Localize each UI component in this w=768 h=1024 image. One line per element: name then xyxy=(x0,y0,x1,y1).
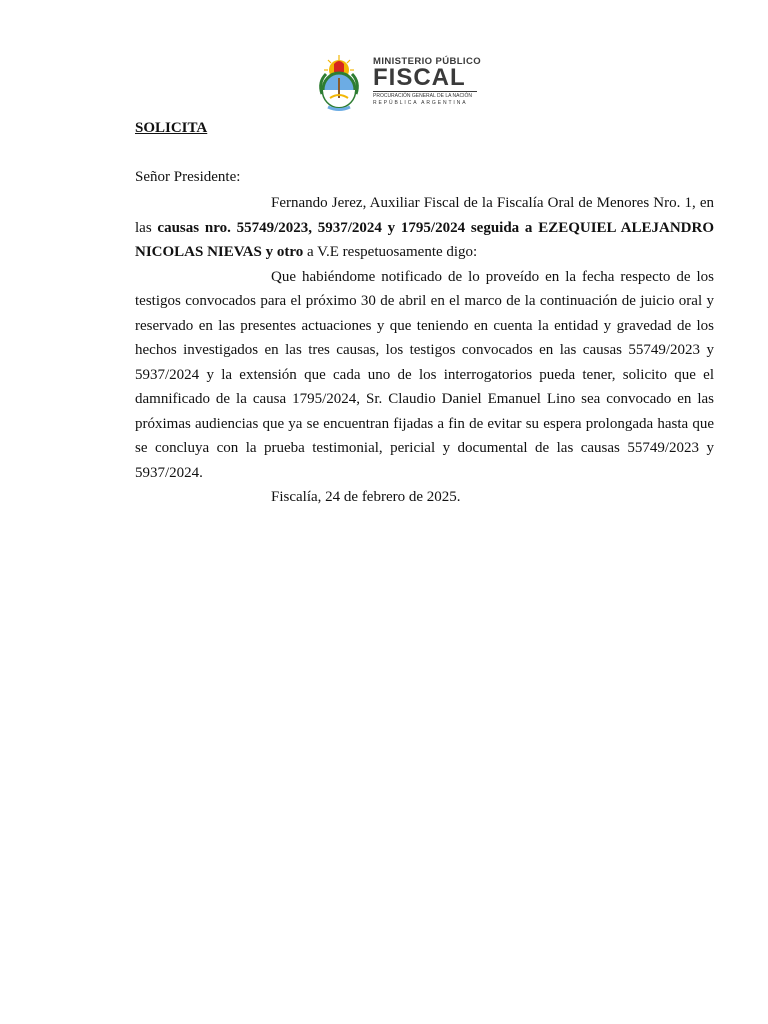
paragraph-2: Que habiéndome notificado de lo proveído en la fecha respecto de los testigos convocados para el próximo 30 de abril en el marco de la continuación de juicio oral y reservado en las presentes actuaciones y que teniendo en cuenta la entidad y gravedad de los hechos investigados en las tres causas, los testigos convocados en las causas 55749/2023 y 5937/2024 y la extensión que cada uno de los interrogatorios pueda tener, solicito que el damnificado de la causa 1795/2024, Sr. Claudio Daniel Emanuel Lino sea convocado en las próximas audiencias que ya se encuentran fijadas a fin de evitar su espera prolongada hasta que se concluya con la prueba testimonial, pericial y documental de las causas 55749/2023 y 5937/2024. xyxy=(135,268,714,481)
paragraph-1 xyxy=(135,191,714,265)
fiscal-label: FISCAL xyxy=(373,64,466,91)
document-body xyxy=(135,191,714,510)
institution-name xyxy=(373,56,481,106)
coat-of-arms-icon xyxy=(314,52,364,112)
document-date: Fiscalía, 24 de febrero de 2025. xyxy=(271,489,461,505)
paragraph-1-closing: a V.E respetuosamente digo: xyxy=(303,244,478,260)
paragraph-1-intro: Fernando Jerez, Auxiliar Fiscal de la Fiscalía Oral de Menores Nro. 1, en las xyxy=(135,195,714,236)
greeting: Señor Presidente: xyxy=(135,169,241,185)
document-title: SOLICITA xyxy=(135,120,208,136)
letterhead xyxy=(314,50,484,114)
procuracion-label: PROCURACIÓN GENERAL DE LA NACIÓN xyxy=(373,93,473,99)
divider xyxy=(373,91,477,92)
republica-label: REPÚBLICA ARGENTINA xyxy=(373,100,468,106)
paragraph-1-cases: causas nro. 55749/2023, 5937/2024 y 1795/2024 seguida a EZEQUIEL ALEJANDRO NICOLAS NIEVAS y otro xyxy=(135,219,714,260)
ministerio-label: MINISTERIO PÚBLICO xyxy=(373,56,482,67)
